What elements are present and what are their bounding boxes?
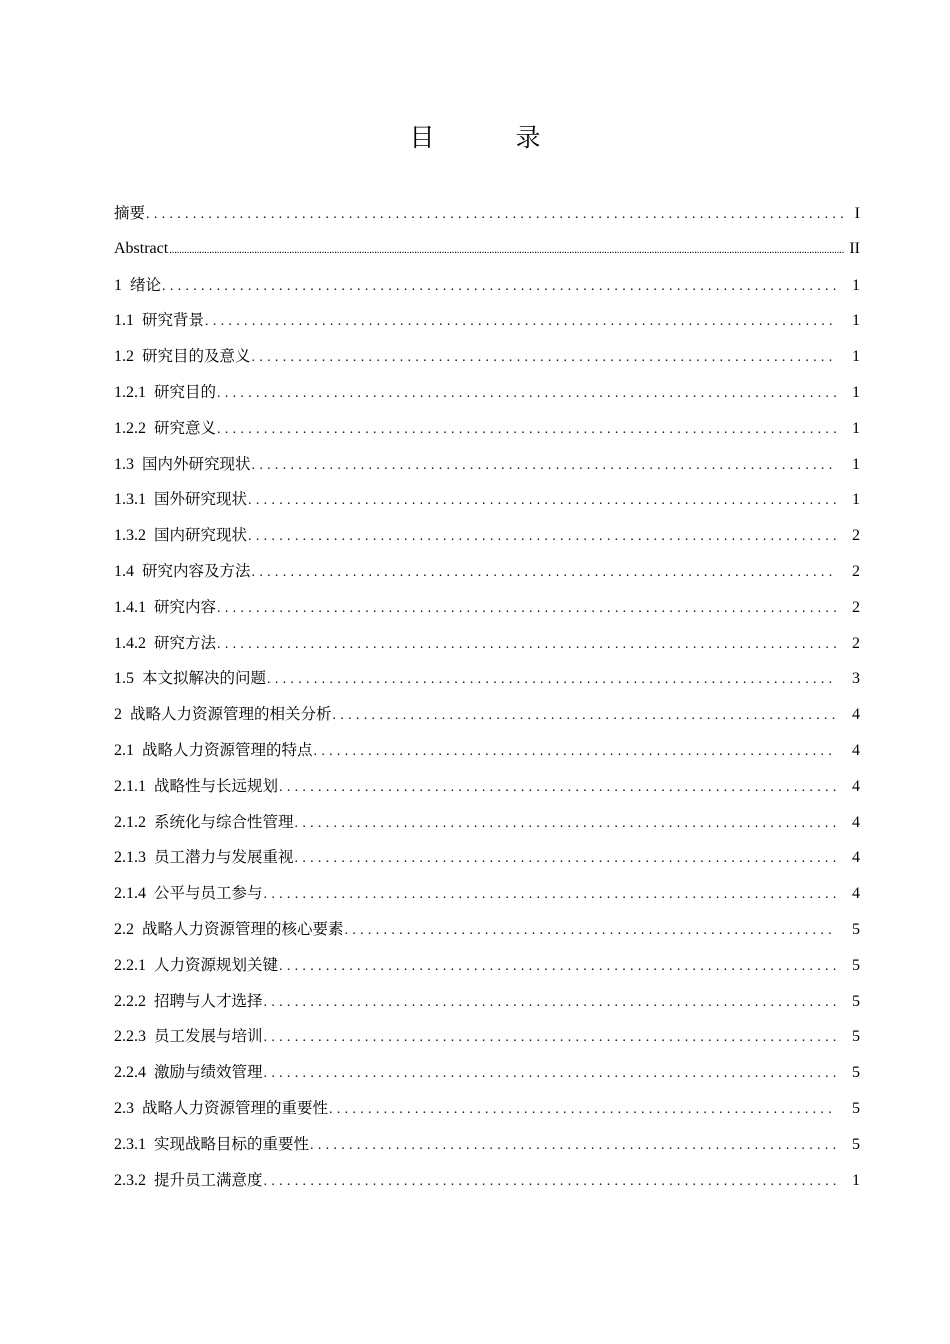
page-title: 目 录: [409, 123, 569, 152]
toc-entry-label: [114, 306, 204, 335]
toc-entry-page-number: 1: [852, 383, 860, 401]
toc-entry-label: [114, 843, 294, 872]
toc-entry-page-number: 4: [852, 849, 860, 867]
toc-entry-title: 战略人力资源管理的重要性: [142, 1098, 329, 1117]
toc-leader-dots: [309, 1132, 836, 1160]
toc-entry-title: 战略性与长远规划: [154, 776, 279, 795]
toc-entry-page-number: 1: [852, 455, 860, 473]
toc-entry-page-number: 2: [852, 527, 860, 545]
toc-entry[interactable]: [114, 772, 860, 808]
toc-entry-label: [114, 629, 216, 658]
toc-leader-dots: [278, 953, 836, 981]
toc-entry[interactable]: [114, 1130, 860, 1166]
toc-entry[interactable]: [114, 1022, 860, 1058]
toc-leader-dots: [216, 595, 836, 623]
toc-entry[interactable]: [114, 521, 860, 557]
toc-leader-dots: [204, 308, 836, 336]
toc-leader-dots: [216, 631, 836, 659]
toc-entry[interactable]: [114, 342, 860, 378]
toc-entry-label: [114, 342, 251, 371]
toc-entry-title: 战略人力资源管理的相关分析: [130, 705, 332, 724]
toc-entry-title: 本文拟解决的问题: [142, 669, 267, 688]
toc-entry-label: [114, 987, 263, 1016]
toc-entry-label: [114, 271, 161, 300]
toc-leader-dots: [247, 487, 836, 515]
toc-entry[interactable]: [114, 664, 860, 700]
toc-entry-number: 1.2.2: [114, 419, 146, 437]
toc-leader-dots: [251, 452, 836, 480]
toc-entry[interactable]: [114, 843, 860, 879]
toc-entry-number: 2: [114, 706, 122, 724]
toc-leader-dots: [216, 416, 836, 444]
toc-leader-dots: [294, 845, 836, 873]
toc-entry-page-number: I: [854, 205, 860, 222]
toc-entry-label: [114, 736, 313, 765]
toc-entry-title: 提升员工满意度: [154, 1170, 263, 1189]
toc-entry-number: 1.3: [114, 455, 134, 473]
toc-entry-page-number: 1: [852, 419, 860, 437]
toc-entry-page-number: 5: [852, 1099, 860, 1117]
toc-entry-page-number: 4: [852, 741, 860, 759]
table-of-contents: [114, 199, 860, 1204]
toc-entry-title: 摘要: [114, 204, 146, 222]
toc-leader-dots: [263, 881, 836, 909]
toc-entry-title: 员工发展与培训: [154, 1027, 263, 1046]
toc-leader-dots: [168, 237, 845, 265]
toc-entry-label: [114, 772, 278, 801]
toc-entry-label: [114, 235, 168, 263]
toc-entry-label: [114, 664, 266, 693]
toc-leader-dots: [251, 344, 836, 372]
toc-entry-page-number: 4: [852, 813, 860, 831]
toc-entry-label: [114, 1094, 328, 1123]
toc-entry-label: [114, 557, 251, 586]
toc-entry-title: 国内外研究现状: [142, 454, 251, 473]
toc-entry[interactable]: [114, 306, 860, 342]
toc-leader-dots: [263, 1060, 836, 1088]
toc-leader-dots: [145, 201, 846, 229]
toc-entry-label: [114, 1130, 309, 1159]
toc-entry-title: 国内研究现状: [154, 526, 248, 545]
toc-leader-dots: [266, 666, 836, 694]
toc-entry-page-number: 5: [852, 1064, 860, 1082]
toc-entry-label: [114, 199, 145, 228]
toc-entry-title: 研究背景: [142, 311, 205, 330]
toc-entry-label: [114, 521, 247, 550]
toc-leader-dots: [263, 1024, 836, 1052]
toc-entry-number: 2.2.4: [114, 1064, 146, 1082]
toc-entry-number: 2.2.3: [114, 1028, 146, 1046]
toc-entry-title: 绪论: [130, 275, 162, 294]
toc-leader-dots: [332, 702, 836, 730]
toc-entry-title: 研究方法: [154, 633, 217, 652]
toc-entry-page-number: 4: [852, 885, 860, 903]
toc-entry-page-number: 5: [852, 1028, 860, 1046]
toc-entry[interactable]: [114, 557, 860, 593]
toc-entry-page-number: 1: [852, 276, 860, 294]
toc-entry-number: 2.2.1: [114, 956, 146, 974]
toc-entry-title: 实现战略目标的重要性: [154, 1134, 310, 1153]
toc-entry-title: 战略人力资源管理的特点: [142, 740, 313, 759]
toc-entry-number: 1.4: [114, 562, 134, 580]
toc-entry[interactable]: [114, 378, 860, 414]
toc-entry-page-number: 5: [852, 992, 860, 1010]
toc-leader-dots: [161, 273, 836, 301]
toc-leader-dots: [247, 523, 836, 551]
toc-entry-number: 2.1.1: [114, 777, 146, 795]
toc-entry-page-number: 5: [852, 1135, 860, 1153]
toc-entry-page-number: 2: [852, 634, 860, 652]
toc-entry-page-number: 3: [852, 670, 860, 688]
toc-entry-label: [114, 915, 344, 944]
toc-entry-page-number: 1: [852, 491, 860, 509]
toc-entry[interactable]: [114, 808, 860, 844]
toc-leader-dots: [216, 380, 836, 408]
toc-entry-page-number: 5: [852, 956, 860, 974]
toc-leader-dots: [294, 810, 836, 838]
toc-entry[interactable]: [114, 951, 860, 987]
toc-entry-number: 1.1: [114, 312, 134, 330]
toc-entry-label: [114, 700, 332, 729]
toc-entry-number: 2.3: [114, 1099, 134, 1117]
toc-entry-label: [114, 378, 216, 407]
toc-entry-title: 研究目的及意义: [142, 347, 251, 366]
toc-entry-page-number: 1: [852, 312, 860, 330]
toc-entry-page-number: II: [849, 239, 860, 257]
toc-entry-label: [114, 414, 216, 443]
toc-entry-title: 系统化与综合性管理: [154, 812, 294, 831]
toc-entry[interactable]: [114, 485, 860, 521]
toc-entry[interactable]: [114, 593, 860, 629]
toc-entry-label: [114, 1058, 263, 1087]
toc-entry-number: 1.5: [114, 670, 134, 688]
toc-leader-dots: [344, 917, 836, 945]
toc-entry[interactable]: [114, 1166, 860, 1204]
toc-entry-title: 战略人力资源管理的核心要素: [142, 919, 344, 938]
toc-entry[interactable]: [114, 1094, 860, 1130]
toc-entry-label: [114, 808, 294, 837]
toc-entry-label: [114, 593, 216, 622]
toc-entry-page-number: 4: [852, 777, 860, 795]
toc-entry-title: Abstract: [114, 239, 169, 257]
toc-entry-number: 1.4.1: [114, 598, 146, 616]
toc-entry-title: 研究目的: [154, 382, 217, 401]
toc-entry-label: [114, 879, 263, 908]
toc-leader-dots: [251, 559, 836, 587]
toc-entry-label: [114, 485, 247, 514]
toc-entry[interactable]: [114, 915, 860, 951]
toc-entry-number: 2.1: [114, 741, 134, 759]
toc-entry-number: 2.2: [114, 920, 134, 938]
toc-entry-number: 1.4.2: [114, 634, 146, 652]
toc-leader-dots: [328, 1096, 836, 1124]
toc-entry[interactable]: [114, 736, 860, 772]
toc-entry[interactable]: [114, 235, 860, 271]
toc-entry-number: 1.3.1: [114, 491, 146, 509]
toc-entry-page-number: 2: [852, 562, 860, 580]
toc-entry-number: 1.3.2: [114, 527, 146, 545]
toc-entry[interactable]: [114, 1058, 860, 1094]
toc-leader-dots: [313, 738, 836, 766]
toc-entry-page-number: 4: [852, 706, 860, 724]
toc-entry-page-number: 1: [852, 1171, 860, 1189]
toc-leader-dots: [263, 989, 836, 1017]
toc-entry[interactable]: [114, 700, 860, 736]
toc-entry-number: 2.3.1: [114, 1135, 146, 1153]
toc-entry-title: 研究意义: [154, 418, 217, 437]
toc-entry[interactable]: [114, 271, 860, 307]
toc-entry-label: [114, 1022, 263, 1051]
toc-entry-title: 人力资源规划关键: [154, 955, 279, 974]
toc-entry-number: 2.3.2: [114, 1171, 146, 1189]
toc-entry-title: 国外研究现状: [154, 490, 248, 509]
toc-entry-title: 激励与绩效管理: [154, 1063, 263, 1082]
toc-entry-label: [114, 450, 251, 479]
toc-entry-title: 员工潜力与发展重视: [154, 848, 294, 867]
toc-entry-number: 1: [114, 276, 122, 294]
toc-entry-number: 1.2.1: [114, 383, 146, 401]
toc-entry-title: 研究内容及方法: [142, 561, 251, 580]
toc-entry-page-number: 5: [852, 920, 860, 938]
toc-entry[interactable]: [114, 629, 860, 665]
toc-entry-title: 招聘与人才选择: [154, 991, 263, 1010]
toc-entry-number: 1.2: [114, 348, 134, 366]
toc-entry-number: 2.1.4: [114, 885, 146, 903]
toc-entry[interactable]: [114, 414, 860, 450]
toc-entry-number: 2.2.2: [114, 992, 146, 1010]
toc-leader-dots: [263, 1168, 836, 1196]
toc-entry-label: [114, 951, 278, 980]
toc-leader-dots: [278, 774, 836, 802]
toc-entry[interactable]: [114, 450, 860, 486]
toc-entry-title: 公平与员工参与: [154, 884, 263, 903]
toc-entry-page-number: 1: [852, 348, 860, 366]
toc-entry[interactable]: [114, 987, 860, 1023]
toc-entry[interactable]: [114, 879, 860, 915]
toc-entry[interactable]: [114, 199, 860, 235]
toc-entry-title: 研究内容: [154, 597, 217, 616]
toc-entry-page-number: 2: [852, 598, 860, 616]
toc-entry-number: 2.1.2: [114, 813, 146, 831]
toc-entry-label: [114, 1166, 263, 1195]
toc-entry-number: 2.1.3: [114, 849, 146, 867]
